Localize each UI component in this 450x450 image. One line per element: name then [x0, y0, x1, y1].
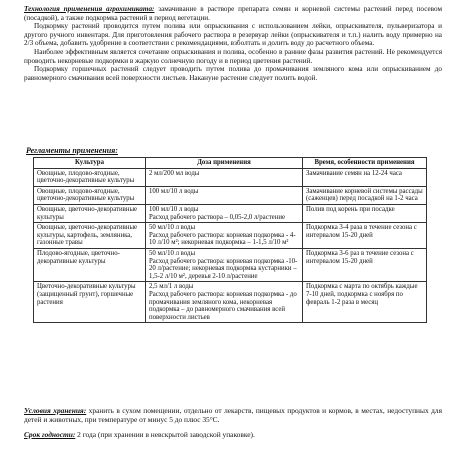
table-row — [34, 282, 427, 323]
cell-crop: Овощные, плодово-ягодные, цветочно-декоративные культуры — [34, 168, 146, 186]
shelf-life — [24, 430, 442, 439]
table-body — [34, 168, 427, 323]
cell-crop: Овощные, плодово-ягодные, цветочно-декоративные культуры — [34, 186, 146, 204]
application-table — [33, 157, 427, 323]
storage-conditions — [24, 406, 442, 424]
cell-crop: Овощные, цветочно-декоративные культуры, картофель, земляника, газонные травы — [34, 223, 146, 249]
cell-crop: Плодово-ягодные, цветочно-декоративные культуры — [34, 248, 146, 281]
reglament-title: Регламенты применения: — [26, 146, 118, 155]
shelf-life-heading: Срок годности: — [24, 430, 76, 439]
intro-paragraph-4: Подкормку горшечных растений следует проводить путем полива до промачивания земляного кома или опрыскиванием до равномерного смачивания всей поверхности листьев. Накануне растение следует полить водой. — [24, 65, 442, 82]
application-technology-heading: Технология применения агрохимиката: — [24, 5, 155, 13]
table-header-row — [34, 158, 427, 169]
cell-time: Подкормка с марта по октябрь каждые 7-10 дней, подкормка с ноября по февраль 1-2 раза в месяц — [303, 282, 427, 323]
shelf-life-text: 2 года (при хранении в невскрытой заводской упаковке). — [77, 430, 255, 439]
table-row — [34, 168, 427, 186]
cell-time: Полив под корень при посадке — [303, 204, 427, 222]
table-row — [34, 204, 427, 222]
application-technology-section — [24, 5, 442, 82]
cell-time: Подкормка 3-6 раз в течение сезона с интервалом 15-20 дней — [303, 248, 427, 281]
cell-crop: Цветочно-декоративные культуры (защищенный грунт), горшечные растения — [34, 282, 146, 323]
cell-crop: Овощные, цветочно-декоративные культуры — [34, 204, 146, 222]
cell-dose: 2,5 мл/1 л воды Расход рабочего раствора: корневая подкормка - до промачивания земляного кома, некорневая подкормка – до равномерного смачивания всей поверхности листьев — [146, 282, 303, 323]
intro-paragraph-1 — [24, 5, 442, 22]
table-row — [34, 248, 427, 281]
intro-paragraph-3: Наиболее эффективным является сочетание опрыскивания и полива, особенно в ранние фазы развития растений. Не рекомендуется проводить некорневые подкормки в жаркую солнечную погоду и в период цветения растений. — [24, 47, 442, 65]
cell-time: Подкормка 3-4 раза в течение сезона с интервалом 15-20 дней — [303, 223, 427, 249]
header-dose: Доза применения — [146, 158, 303, 169]
storage-heading: Условия хранения: — [24, 406, 87, 415]
storage-text: хранить в сухом помещении, отдельно от лекарств, пищевых продуктов и кормов, в местах, недоступных для детей и животных, при температуре от минус 5 до плюс 35°С. — [24, 406, 442, 424]
table-row — [34, 186, 427, 204]
cell-dose: 100 мл/10 л воды — [146, 186, 303, 204]
table-row — [34, 223, 427, 249]
header-crop: Культура — [34, 158, 146, 169]
cell-time: Замачивание семян на 12-24 часа — [303, 168, 427, 186]
cell-time: Замачивание корневой системы рассады (саженцев) перед посадкой на 1-2 часа — [303, 186, 427, 204]
cell-dose: 100 мл/10 л воды Расход рабочего раствора – 0,05-2,0 л/растение — [146, 204, 303, 222]
intro-paragraph-2: Подкормку растений проводится путем полива или опрыскивания с использованием лейки, опрыскивателя, пульверизатора и другого ручного инвентаря. Для приготовления рабочего раствора в резервуар лейки (опрыскивателя и т.п.) налить воду примерно на 2/3 объема, добавить удобрение в соответствии с рекомендациями, взболтать и долить воду до расчетного объема. — [24, 22, 442, 48]
cell-dose: 50 мл/10 л воды Расход рабочего раствора: корневая подкормка - 4-10 л/10 м²; некорневая подкормка – 1-1,5 л/10 м² — [146, 223, 303, 249]
header-time: Время, особенности применения — [303, 158, 427, 169]
intro-paragraph-1-text: замачивание в растворе препарата семян и корневой системы растений перед посевом (посадкой), а также подкормка растений в период вегетации. — [24, 5, 443, 22]
cell-dose: 50 мл/10 л воды Расход рабочего раствора: корневая подкормка -10-20 л/растение; некорневая подкормка кустарники – 1,5-2 л/10 м², деревья 2-10 л/растение — [146, 248, 303, 281]
cell-dose: 2 мл/200 мл воды — [146, 168, 303, 186]
